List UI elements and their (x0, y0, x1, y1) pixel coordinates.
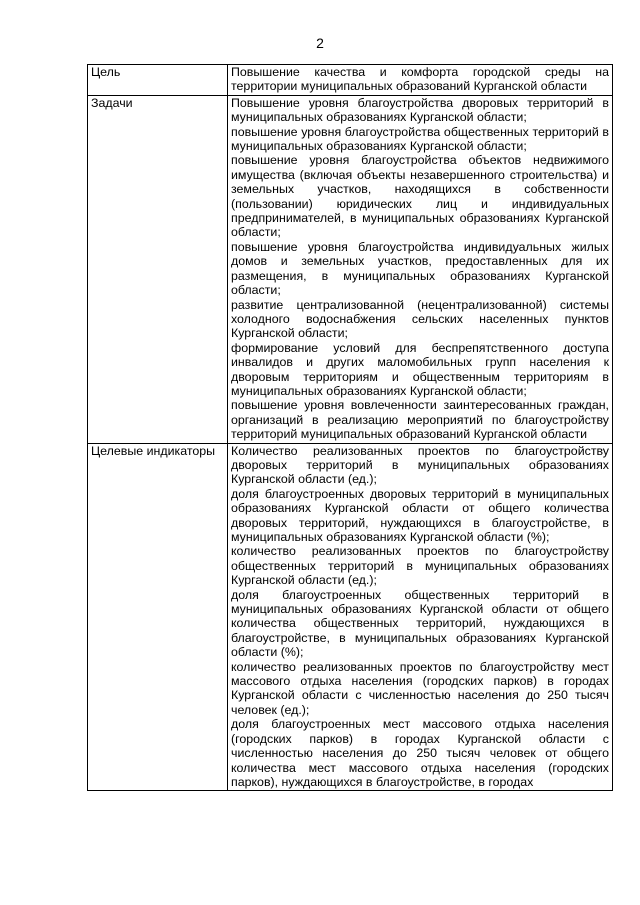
row-content-goal (228, 65, 613, 96)
row-content-tasks (228, 95, 613, 443)
table-row-goal (88, 65, 613, 96)
goal-text: Повышение качества и комфорта городской среды на территории муниципальных образований Курганской области (231, 65, 609, 94)
table-row-tasks (88, 95, 613, 443)
table-row-indicators (88, 443, 613, 791)
indicator-item: доля благоустроенных дворовых территорий в муниципальных образованиях Курганской области от общего количества дворовых территорий, нуждающихся в благоустройстве, в муниципальных образованиях Курганской области (%); (231, 486, 609, 544)
row-label-goal: Цель (88, 65, 228, 96)
page-number: 2 (316, 35, 324, 51)
row-label-tasks: Задачи (88, 95, 228, 443)
passport-table (87, 64, 613, 791)
task-item: повышение уровня вовлеченности заинтересованных граждан, организаций в реализацию мероприятий по благоустройству территорий муниципальных образований Курганской области (231, 398, 609, 442)
task-item: повышение уровня благоустройства общественных территорий в муниципальных образованиях Курганской области; (231, 124, 609, 154)
indicator-item: доля благоустроенных общественных территорий в муниципальных образованиях Курганской области от общего количества общественных территорий, нуждающихся в благоустройстве, в муниципальных образованиях Курганской области (%); (231, 587, 609, 660)
indicator-item: количество реализованных проектов по благоустройству общественных территорий в муниципальных образованиях Курганской области (ед.); (231, 544, 609, 588)
row-content-indicators (228, 443, 613, 791)
indicator-item: Количество реализованных проектов по благоустройству дворовых территорий в муниципальных образованиях Курганской области (ед.); (231, 443, 609, 487)
indicator-item: количество реализованных проектов по благоустройству мест массового отдыха населения (городских парков) в городах Курганской области с численностью населения до 250 тысяч человек (ед.); (231, 659, 609, 717)
task-item: повышение уровня благоустройства объектов недвижимого имущества (включая объекты незавершенного строительства) и земельных участков, находящихся в собственности (пользовании) юридических лиц и индивидуальных предпринимателей, в муниципальных образованиях Курганской области; (231, 153, 609, 240)
task-item: развитие централизованной (нецентрализованной) системы холодного водоснабжения сельских населенных пунктов Курганской области; (231, 297, 609, 341)
row-label-indicators: Целевые индикаторы (88, 443, 228, 791)
task-item: повышение уровня благоустройства индивидуальных жилых домов и земельных участков, предоставленных для их размещения, в муниципальных образованиях Курганской области; (231, 239, 609, 298)
task-item: формирование условий для беспрепятственного доступа инвалидов и других маломобильных групп населения к дворовым территориям и общественным территориям в муниципальных образованиях Курганской области; (231, 340, 609, 398)
task-item: Повышение уровня благоустройства дворовых территорий в муниципальных образованиях Курганской области; (231, 95, 609, 125)
indicator-item: доля благоустроенных мест массового отдыха населения (городских парков) в городах Курганской области с численностью населения до 250 тысяч человек от общего количества мест массового отдыха населения (городских парков), нуждающихся в благоустройстве, в городах (231, 717, 609, 789)
